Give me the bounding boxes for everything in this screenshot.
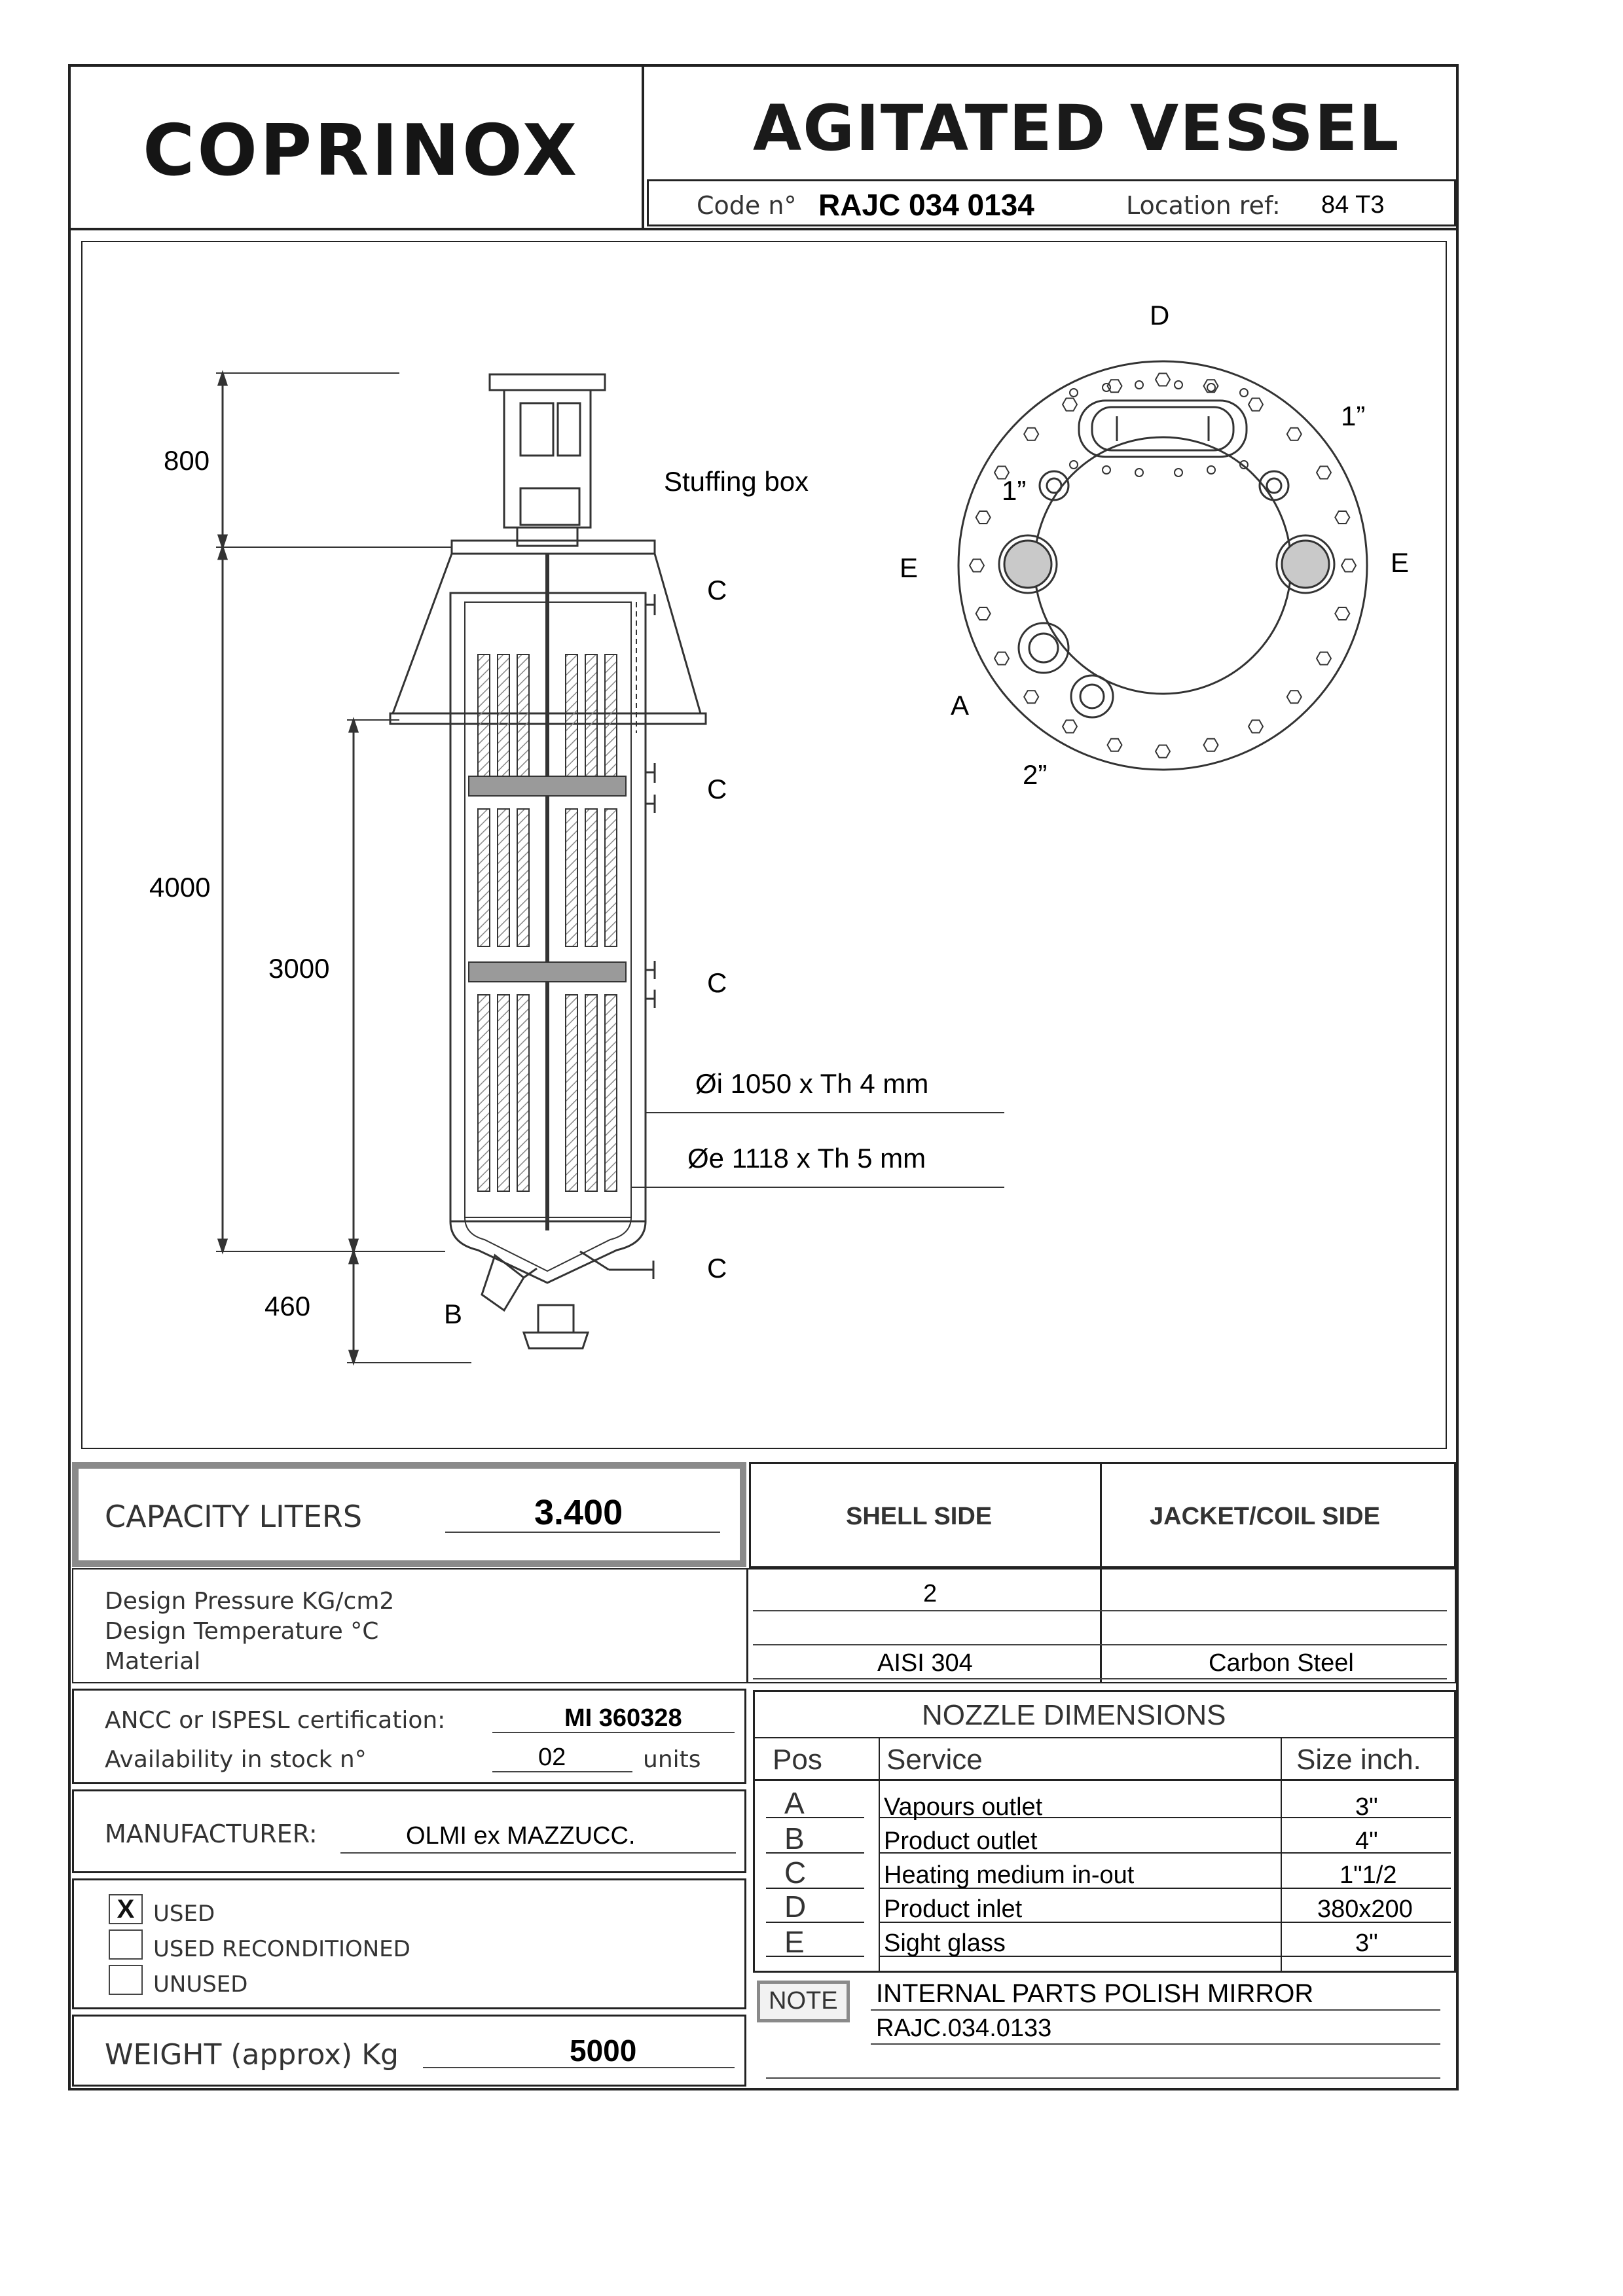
nozzle-size: 3" xyxy=(1355,1929,1378,1957)
flange-bolt xyxy=(976,607,991,620)
top-view-d-label: D xyxy=(1150,300,1170,331)
drive-top-plate xyxy=(490,374,605,390)
top-view-1in-right-label: 1” xyxy=(1341,401,1366,431)
flange-bolt xyxy=(1287,428,1302,440)
document-title: AGITATED VESSEL xyxy=(753,92,1400,165)
condition-unused-label: UNUSED xyxy=(153,1971,248,1998)
company-logo: COPRINOX xyxy=(143,110,580,192)
shell-pressure-value: 2 xyxy=(923,1580,938,1607)
nozzle-pos: B xyxy=(784,1821,805,1856)
nozzle-size: 3" xyxy=(1355,1793,1378,1821)
certification-value: MI 360328 xyxy=(564,1704,682,1732)
dimension-4000: 4000 xyxy=(149,872,211,903)
location-label: Location ref: xyxy=(1126,191,1281,220)
top-view-1in-left-label: 1” xyxy=(1002,475,1027,506)
flange-bolt xyxy=(1249,720,1263,732)
stock-value: 02 xyxy=(538,1744,566,1771)
code-value: RAJC 034 0134 xyxy=(818,188,1034,222)
weight-value: 5000 xyxy=(570,2034,637,2068)
manufacturer-label: MANUFACTURER: xyxy=(105,1820,318,1848)
note-line-2: RAJC.034.0133 xyxy=(876,2015,1052,2042)
flange-bolt xyxy=(1063,720,1077,732)
outer-diameter-label: Øe 1118 x Th 5 mm xyxy=(687,1143,926,1174)
top-view-e-right-label: E xyxy=(1391,547,1410,578)
note-label: NOTE xyxy=(769,1987,838,2015)
nozzle-pos: E xyxy=(784,1925,805,1959)
nozzle-table xyxy=(753,1690,1456,1973)
location-value: 84 T3 xyxy=(1321,191,1385,219)
dimension-800: 800 xyxy=(164,445,210,476)
flange-bolt xyxy=(1341,560,1356,572)
certification-label: ANCC or ISPESL certification: xyxy=(105,1707,446,1734)
condition-used-label: USED xyxy=(153,1901,215,1927)
design-pressure-label: Design Pressure KG/cm2 xyxy=(105,1588,395,1615)
nozzle-col-pos: Pos xyxy=(773,1744,822,1776)
nozzle-b-label: B xyxy=(444,1299,463,1329)
nozzle-c-label: C xyxy=(707,575,727,605)
shell-side-header: SHELL SIDE xyxy=(846,1503,993,1530)
condition-reconditioned-label: USED RECONDITIONED xyxy=(153,1936,410,1962)
jacket-side-header: JACKET/COIL SIDE xyxy=(1150,1503,1380,1530)
top-view-plan xyxy=(958,361,1367,770)
nozzle-service: Product inlet xyxy=(884,1895,1023,1923)
nozzle-size: 1"1/2 xyxy=(1340,1861,1397,1889)
nozzle-service: Vapours outlet xyxy=(884,1793,1043,1821)
top-view-2in-label: 2” xyxy=(1023,759,1048,790)
weight-label: WEIGHT (approx) Kg xyxy=(105,2038,399,2072)
nozzle-table-title: NOZZLE DIMENSIONS xyxy=(922,1699,1226,1731)
top-view-a-label: A xyxy=(951,690,970,721)
nozzle-col-service: Service xyxy=(886,1744,983,1776)
nozzle-c-label: C xyxy=(707,967,727,998)
nozzle-c-label: C xyxy=(707,1253,727,1283)
stuffing-box-label: Stuffing box xyxy=(664,466,809,497)
flange-bolt xyxy=(970,560,984,572)
material-label: Material xyxy=(105,1648,201,1675)
capacity-label: CAPACITY LITERS xyxy=(105,1499,363,1534)
dimension-460: 460 xyxy=(264,1291,311,1321)
manufacturer-value: OLMI ex MAZZUCC. xyxy=(406,1822,636,1850)
flange-bolt xyxy=(1156,745,1170,758)
flange-bolt xyxy=(1156,374,1170,386)
nozzle-pos: A xyxy=(784,1786,805,1820)
flange-bolt xyxy=(1335,607,1349,620)
nozzle-size: 380x200 xyxy=(1317,1895,1413,1923)
flange-bolt xyxy=(1287,691,1302,703)
jacket-material-value: Carbon Steel xyxy=(1209,1649,1354,1677)
flange-bolt xyxy=(1317,467,1331,479)
flange-bolt xyxy=(1249,399,1263,411)
inner-diameter-label: Øi 1050 x Th 4 mm xyxy=(695,1068,929,1099)
note-line-1: INTERNAL PARTS POLISH MIRROR xyxy=(876,1979,1314,2008)
nozzle-col-size: Size inch. xyxy=(1296,1744,1421,1776)
design-temperature-label: Design Temperature °C xyxy=(105,1618,379,1645)
stock-units: units xyxy=(643,1746,701,1773)
stock-label: Availability in stock n° xyxy=(105,1746,367,1773)
capacity-value: 3.400 xyxy=(534,1493,623,1532)
nozzle-size: 4" xyxy=(1355,1827,1378,1855)
nozzle-pos: C xyxy=(784,1856,807,1890)
dimension-3000: 3000 xyxy=(268,953,330,984)
shell-material-value: AISI 304 xyxy=(877,1649,973,1677)
top-view-e-left-label: E xyxy=(900,552,919,583)
nozzle-service: Heating medium in-out xyxy=(884,1861,1135,1889)
nozzle-service: Product outlet xyxy=(884,1827,1038,1855)
flange-bolt xyxy=(1024,428,1038,440)
flange-bolt xyxy=(1317,653,1331,665)
nozzle-service: Sight glass xyxy=(884,1929,1006,1957)
flange-bolt xyxy=(1063,399,1077,411)
nozzle-c-label: C xyxy=(707,774,727,804)
condition-unused-checkbox[interactable] xyxy=(109,1965,143,1995)
flange-bolt xyxy=(1335,511,1349,524)
flange-bolt xyxy=(1024,691,1038,703)
code-label: Code n° xyxy=(697,191,797,220)
flange-bolt xyxy=(976,511,991,524)
condition-reconditioned-checkbox[interactable] xyxy=(109,1929,143,1960)
nozzle-pos: D xyxy=(784,1890,807,1924)
condition-used-checkbox[interactable]: X xyxy=(109,1894,143,1924)
flange-bolt xyxy=(1108,739,1122,751)
flange-bolt xyxy=(994,653,1009,665)
flange-bolt xyxy=(1204,380,1218,392)
flange-bolt xyxy=(1204,739,1218,751)
